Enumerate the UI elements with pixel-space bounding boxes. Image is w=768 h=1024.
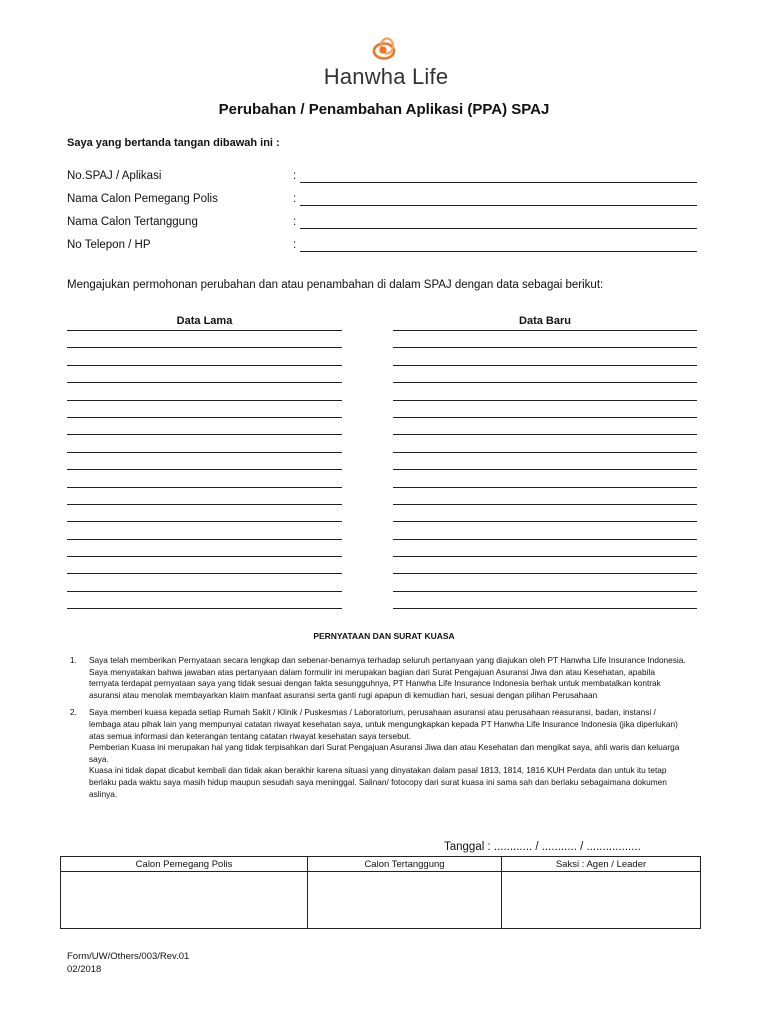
new-data-column bbox=[393, 315, 697, 615]
new-data-line[interactable] bbox=[393, 435, 697, 452]
old-data-line[interactable] bbox=[67, 540, 342, 557]
old-data-column bbox=[67, 315, 342, 615]
declaration-paragraph: Kuasa ini tidak dapat dicabut kembali dan tidak akan berakhir karena situasi yang dinyatakan dalam pasal 1813, 1814, 1816 KUH Perdata dan untuk itu tetap berlaku pada waktu saya masih hidup maupun sesudah saya meninggal. Salinan/ fotocopy dari surat kuasa ini sama sah dan berlaku sebagaimana dokumen aslinya. bbox=[89, 765, 667, 799]
field-insured-name bbox=[67, 216, 697, 232]
field-label: Nama Calon Tertanggung bbox=[67, 216, 198, 228]
field-colon: : bbox=[293, 239, 297, 251]
signature-table bbox=[60, 856, 701, 929]
new-data-line[interactable] bbox=[393, 557, 697, 574]
new-data-line[interactable] bbox=[393, 522, 697, 539]
field-policy-holder-name bbox=[67, 193, 697, 209]
signature-box-insured[interactable] bbox=[308, 872, 502, 929]
logo-wordmark: Hanwha Life bbox=[323, 64, 449, 89]
signature-header-policy-holder: Calon Pemegang Polis bbox=[61, 857, 308, 872]
old-data-line[interactable] bbox=[67, 366, 342, 383]
old-data-line[interactable] bbox=[67, 435, 342, 452]
old-data-line[interactable] bbox=[67, 331, 342, 348]
field-label: No Telepon / HP bbox=[67, 239, 151, 251]
declaration-paragraph: Pemberian Kuasa ini merupakan hal yang tidak terpisahkan dari Surat Pengajuan Asuransi Jiwa dan atau Kesehatan dan mengikat saya, ahli waris dan keluarga saya. bbox=[89, 742, 680, 764]
item-number: 2. bbox=[70, 707, 77, 718]
old-data-line[interactable] bbox=[67, 574, 342, 591]
old-data-line[interactable] bbox=[67, 348, 342, 365]
field-colon: : bbox=[293, 170, 297, 182]
item-number: 1. bbox=[70, 655, 77, 665]
fill-line[interactable] bbox=[300, 182, 697, 183]
form-footer bbox=[67, 950, 189, 976]
old-data-line[interactable] bbox=[67, 522, 342, 539]
new-data-line[interactable] bbox=[393, 348, 697, 365]
declaration-title: PERNYATAAN DAN SURAT KUASA bbox=[313, 631, 455, 641]
declaration-list bbox=[70, 655, 687, 806]
new-data-line[interactable] bbox=[393, 488, 697, 505]
old-data-header: Data Lama bbox=[67, 315, 342, 331]
old-data-line[interactable] bbox=[67, 401, 342, 418]
form-code: Form/UW/Others/003/Rev.01 bbox=[67, 951, 190, 962]
old-data-line[interactable] bbox=[67, 383, 342, 400]
old-data-line[interactable] bbox=[67, 505, 342, 522]
signature-header-insured: Calon Tertanggung bbox=[308, 857, 502, 872]
new-data-line[interactable] bbox=[393, 401, 697, 418]
new-data-line[interactable] bbox=[393, 331, 697, 348]
old-data-line[interactable] bbox=[67, 453, 342, 470]
old-data-line[interactable] bbox=[67, 488, 342, 505]
declaration-paragraph: Saya telah memberikan Pernyataan secara lengkap dan sebenar-benarnya terhadap seluruh pertanyaan yang diajukan oleh PT Hanwha Life Insurance Indonesia. Saya menyatakan bahwa jawaban atas pertanyaan dalam formulir ini merupakan bagian dari Surat Pengajuan Asuransi Jiwa dan atau Kesehatan, apabila ternyata terdapat pernyataan saya yang tidak sesuai dengan fakta sesungguhnya, PT Hanwha Life Insurance Indonesia berhak untuk membatalkan kontrak asuransi atau menolak membayarkan klaim manfaat asuransi serta ganti rugi apapun di kemudian hari, sesuai dengan pilihan Perusahaan bbox=[89, 655, 686, 700]
new-data-line[interactable] bbox=[393, 505, 697, 522]
hanwha-flame-icon bbox=[370, 34, 400, 64]
new-data-header: Data Baru bbox=[393, 315, 697, 331]
field-label: Nama Calon Pemegang Polis bbox=[67, 193, 218, 205]
old-data-line[interactable] bbox=[67, 418, 342, 435]
declaration-paragraph: Saya memberi kuasa kepada setiap Rumah Sakit / Klinik / Puskesmas / Laboratorium, perusahaan asuransi atau perusahaan reasuransi, badan, instansi / lembaga atau pihak lain yang mempunyai catatan riwayat kesehatan saya, untuk mengungkapkan kepada PT Hanwha Life Insurance Indonesia (jika diperlukan) atas semua informasi dan keterangan tentang catatan riwayat kesehatan saya tersebut. bbox=[89, 707, 678, 741]
new-data-line[interactable] bbox=[393, 592, 697, 609]
new-data-line[interactable] bbox=[393, 383, 697, 400]
field-label: No.SPAJ / Aplikasi bbox=[67, 170, 162, 182]
intro-text: Saya yang bertanda tangan dibawah ini : bbox=[67, 137, 280, 149]
field-spaj-number bbox=[67, 170, 697, 186]
company-logo bbox=[306, 34, 466, 90]
new-data-line[interactable] bbox=[393, 418, 697, 435]
new-data-line[interactable] bbox=[393, 540, 697, 557]
fill-line[interactable] bbox=[300, 205, 697, 206]
form-revision-date: 02/2018 bbox=[67, 964, 102, 975]
signature-box-policy-holder[interactable] bbox=[61, 872, 308, 929]
declaration-item bbox=[70, 707, 687, 800]
new-data-line[interactable] bbox=[393, 366, 697, 383]
old-data-line[interactable] bbox=[67, 557, 342, 574]
date-field[interactable]: Tanggal : ............ / ........... / ................. bbox=[444, 841, 641, 853]
old-data-line[interactable] bbox=[67, 592, 342, 609]
new-data-line[interactable] bbox=[393, 470, 697, 487]
signature-header-witness: Saksi : Agen / Leader bbox=[502, 857, 701, 872]
fill-line[interactable] bbox=[300, 251, 697, 252]
new-data-line[interactable] bbox=[393, 453, 697, 470]
field-colon: : bbox=[293, 216, 297, 228]
field-colon: : bbox=[293, 193, 297, 205]
request-text: Mengajukan permohonan perubahan dan atau penambahan di dalam SPAJ dengan data sebagai berikut: bbox=[67, 279, 604, 291]
document-title: Perubahan / Penambahan Aplikasi (PPA) SPAJ bbox=[218, 101, 550, 118]
field-phone-number bbox=[67, 239, 697, 255]
new-data-line[interactable] bbox=[393, 574, 697, 591]
signature-box-witness[interactable] bbox=[502, 872, 701, 929]
declaration-item bbox=[70, 655, 687, 701]
fill-line[interactable] bbox=[300, 228, 697, 229]
old-data-line[interactable] bbox=[67, 470, 342, 487]
